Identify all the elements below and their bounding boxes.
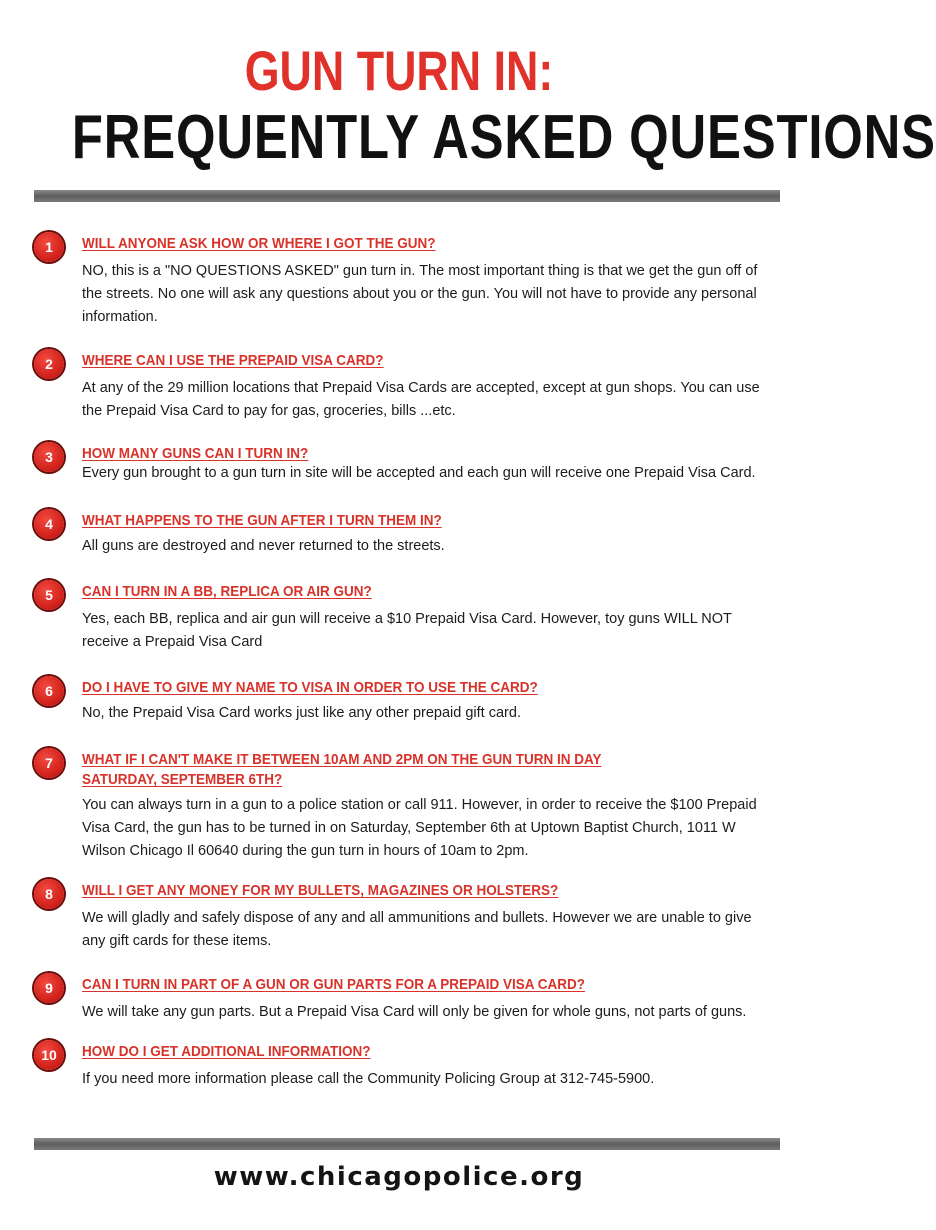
faq-answer: We will take any gun parts. But a Prepaid Visa Card will only be given for whole guns, not parts of guns. xyxy=(82,1004,747,1020)
faq-answer: All guns are destroyed and never returned to the streets. xyxy=(82,538,445,554)
faq-question: CAN I TURN IN PART OF A GUN OR GUN PARTS FOR A PREPAID VISA CARD? xyxy=(82,976,586,993)
faq-answer: We will gladly and safely dispose of any and all ammunitions and bullets. However we are unable to give any gift cards for these items. xyxy=(82,910,752,949)
faq-answer: Yes, each BB, replica and air gun will receive a $10 Prepaid Visa Card. However, toy guns WILL NOT receive a Prepaid Visa Card xyxy=(82,611,732,650)
faq-answer: If you need more information please call the Community Policing Group at 312-745-5900. xyxy=(82,1071,655,1087)
faq-question: WILL ANYONE ASK HOW OR WHERE I GOT THE GUN? xyxy=(82,235,436,252)
faq-question: HOW DO I GET ADDITIONAL INFORMATION? xyxy=(82,1043,371,1060)
top-divider-bar xyxy=(34,190,780,202)
number-badge: 7 xyxy=(34,748,64,778)
number-badge: 6 xyxy=(34,676,64,706)
number-badge: 10 xyxy=(34,1040,64,1070)
number-badge: 4 xyxy=(34,509,64,539)
faq-question: WILL I GET ANY MONEY FOR MY BULLETS, MAGAZINES OR HOLSTERS? xyxy=(82,882,559,899)
bottom-divider-bar xyxy=(34,1138,780,1150)
number-badge: 3 xyxy=(34,442,64,472)
number-badge: 9 xyxy=(34,973,64,1003)
number-badge: 1 xyxy=(34,232,64,262)
faq-question: DO I HAVE TO GIVE MY NAME TO VISA IN ORDER TO USE THE CARD? xyxy=(82,679,538,696)
faq-answer: You can always turn in a gun to a police station or call 911. However, in order to receive the $100 Prepaid Visa Card, the gun has to be turned in on Saturday, September 6th at Uptown Baptist Church, 1011 W Wilson Chicago Il 60640 during the gun turn in hours of 10am to 2pm. xyxy=(82,797,757,859)
number-badge: 8 xyxy=(34,879,64,909)
faq-answer: No, the Prepaid Visa Card works just like any other prepaid gift card. xyxy=(82,705,521,721)
title-line-2: FREQUENTLY ASKED QUESTIONS xyxy=(71,103,936,172)
number-badge: 2 xyxy=(34,349,64,379)
faq-answer: At any of the 29 million locations that Prepaid Visa Cards are accepted, except at gun shops. You can use the Prepaid Visa Card to pay for gas, groceries, bills ...etc. xyxy=(82,380,760,419)
faq-question: HOW MANY GUNS CAN I TURN IN? xyxy=(82,445,309,462)
faq-answer: Every gun brought to a gun turn in site will be accepted and each gun will receive one Prepaid Visa Card. xyxy=(82,465,756,481)
faq-answer: NO, this is a "NO QUESTIONS ASKED" gun turn in. The most important thing is that we get the gun off of the streets. No one will ask any questions about you or the gun. You will not have to provide any personal information. xyxy=(82,263,758,325)
number-badge: 5 xyxy=(34,580,64,610)
title-line-1: GUN TURN IN: xyxy=(244,39,554,102)
faq-question: CAN I TURN IN A BB, REPLICA OR AIR GUN? xyxy=(82,583,372,600)
faq-question: WHAT IF I CAN'T MAKE IT BETWEEN 10AM AND 2PM ON THE GUN TURN IN DAY SATURDAY, SEPTEMBER 6TH? xyxy=(82,751,602,788)
faq-question: WHAT HAPPENS TO THE GUN AFTER I TURN THEM IN? xyxy=(82,512,442,529)
faq-question: WHERE CAN I USE THE PREPAID VISA CARD? xyxy=(82,352,384,369)
footer-website-url: www.chicagopolice.org xyxy=(213,1162,585,1192)
